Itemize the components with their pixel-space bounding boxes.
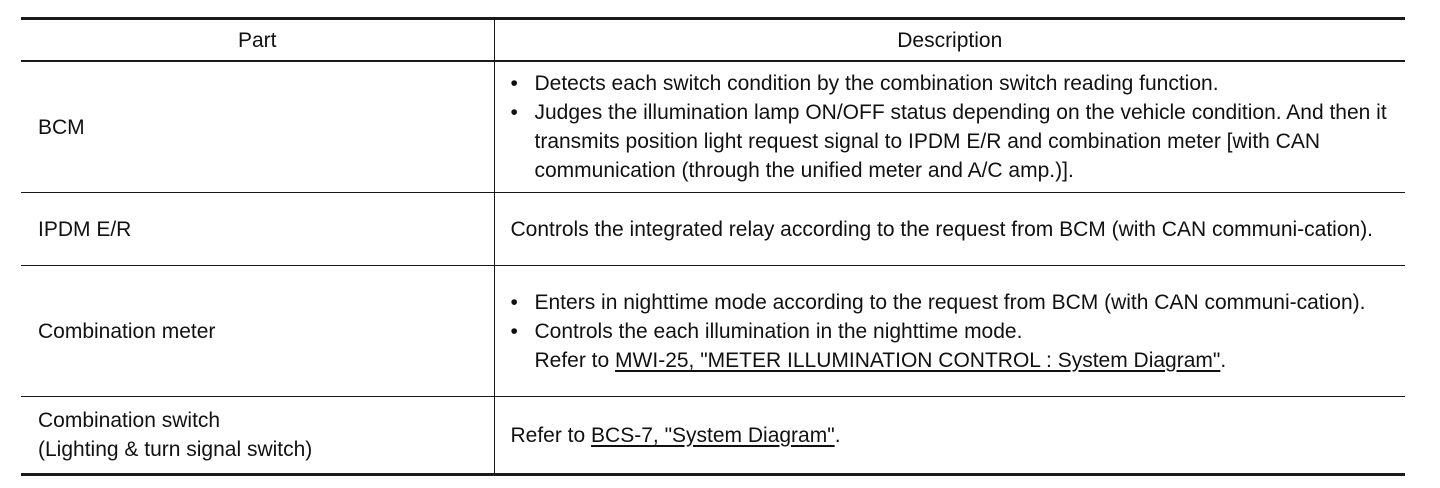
part-cell-combination-switch	[21, 397, 494, 475]
description-cell-ipdm-er: Controls the integrated relay according to the request from BCM (with CAN communi-cation).	[494, 193, 1405, 266]
description-cell-combination-switch	[494, 397, 1405, 475]
combination-meter-bullet-1: • Enters in nighttime mode according to the request from BCM (with CAN communi-cation).	[511, 288, 1394, 317]
combination-meter-ref-prefix: Refer to	[534, 348, 616, 372]
combination-meter-bullet-list	[511, 288, 1394, 375]
table-row-bcm	[21, 61, 1405, 193]
parts-description-table	[21, 17, 1405, 476]
combination-switch-subtitle: (Lighting & turn signal switch)	[38, 438, 313, 461]
table-row-combination-switch	[21, 397, 1405, 475]
combination-meter-bullet-2	[511, 317, 1394, 375]
part-cell-ipdm-er: IPDM E/R	[21, 193, 494, 266]
bcm-bullet-2: • Judges the illumination lamp ON/OFF status depending on the vehicle condition. And then it transmits position light request signal to IPDM E/R and combination meter [with CAN communication (through the unified meter and A/C amp.)].	[511, 98, 1394, 185]
combination-meter-bullet-2-text: • Controls the each illumination in the nighttime mode.	[534, 319, 1023, 343]
table-row-ipdm-er	[21, 193, 1405, 266]
combination-switch-ref-suffix: .	[834, 423, 841, 447]
table-header-row	[21, 19, 1405, 62]
description-cell-bcm	[494, 61, 1405, 193]
combination-switch-ref-prefix: Refer to	[510, 423, 592, 447]
description-cell-combination-meter	[494, 266, 1405, 397]
column-header-description: Description	[494, 19, 1405, 62]
combination-meter-ref-suffix: .	[1220, 348, 1227, 372]
column-header-part: Part	[21, 19, 494, 62]
combination-switch-name: Combination switch	[38, 409, 221, 432]
mwi-25-reference-link[interactable]: MWI-25, "METER ILLUMINATION CONTROL : System Diagram"	[615, 348, 1221, 372]
part-cell-combination-meter: Combination meter	[21, 266, 494, 397]
bcm-bullet-1: • Detects each switch condition by the combination switch reading function.	[511, 69, 1394, 98]
bcm-bullet-list	[511, 69, 1394, 185]
part-cell-bcm: BCM	[21, 61, 494, 193]
table-row-combination-meter	[21, 266, 1405, 397]
bcs-7-reference-link[interactable]: BCS-7, "System Diagram"	[591, 423, 835, 447]
